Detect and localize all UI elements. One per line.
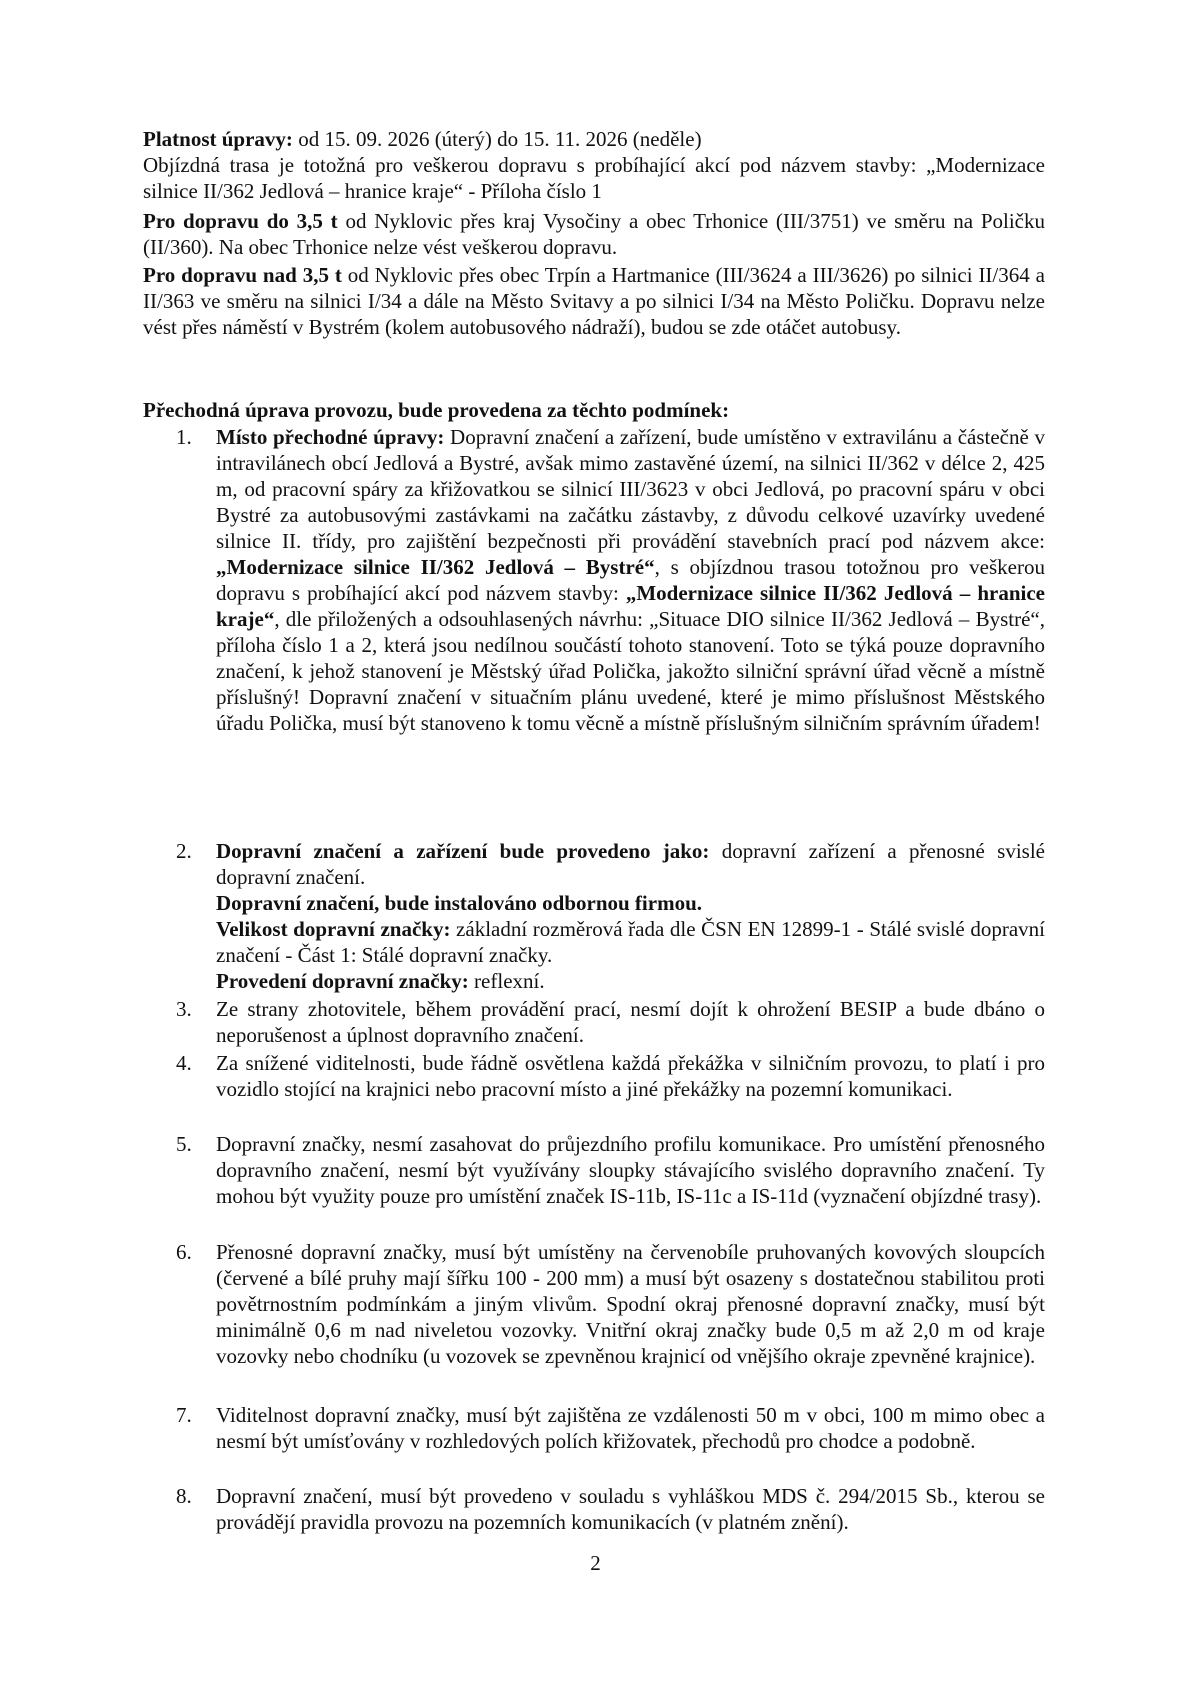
conditions-heading-text: Přechodná úprava provozu, bude provedena za těchto podmínek: bbox=[143, 398, 730, 422]
sign-size-text: základní rozměrová řada dle ČSN EN 12899-1 - Stálé svislé dopravní značení - Část 1: Stálé dopravní značky. bbox=[216, 917, 1045, 967]
list-item-number: 6. bbox=[176, 1240, 192, 1264]
sign-execution-text: reflexní. bbox=[468, 969, 545, 993]
sign-execution-label: Provedení dopravní značky: bbox=[216, 969, 469, 993]
list-item-number: 7. bbox=[176, 1403, 192, 1427]
list-item-number: 3. bbox=[176, 997, 192, 1021]
item-label: Dopravní značení a zařízení bude provedeno jako: bbox=[216, 839, 710, 863]
item-text: , s objízdnou trasou totožnou pro veškerou dopravu s probíhající akcí pod názvem stavby: bbox=[216, 555, 1045, 605]
item-text: dopravní zařízení a přenosné svislé dopravní značení. bbox=[216, 839, 1045, 889]
list-item-number: 5. bbox=[176, 1132, 192, 1156]
item-text: , dle přiložených a odsouhlasených návrhu: „Situace DIO silnice II/362 Jedlová – Bystré“, příloha číslo 1 a 2, která jsou nedílnou součástí tohoto stanovení. Toto se týká pouze dopravního značení, k jehož stanovení je Městský úřad Polička, jakožto silniční správní úřad věcně a místně příslušný! Dopravní značení v situačním plánu uvedené, které je mimo příslušnost Městského úřadu Polička, musí být stanoveno k tomu věcně a místně příslušným silničním správním úřadem! bbox=[216, 607, 1045, 735]
list-item-text: Dopravní značky, nesmí zasahovat do průjezdního profilu komunikace. Pro umístění přenosného dopravního značení, nesmí být využívány sloupky stávajícího svislého dopravního značení. Ty mohou být využity pouze pro umístění značek IS-11b, IS-11c a IS-11d (vyznačení objízdné trasy). bbox=[216, 1132, 1045, 1208]
validity-paragraph bbox=[143, 126, 1045, 152]
item-text: Dopravní značení a zařízení, bude umístěno v extravilánu a částečně v intravilánech obcí Jedlová a Bystré, avšak mimo zastavěné území, na silnici II/362 v délce 2, 425 m, od pracovní spáry za křižovatkou se silnicí III/3623 v obci Jedlová, po pracovní spáru v obci Bystré za autobusovými zastávkami na začátku zástavby, z důvodu celkové uzavírky uvedené silnice II. třídy, pro zajištění bezpečnosti při provádění stavebních prací pod názvem akce: bbox=[216, 425, 1045, 553]
heavy-traffic-paragraph bbox=[143, 262, 1045, 340]
light-traffic-text: od Nyklovic přes kraj Vysočiny a obec Trhonice (III/3751) ve směru na Poličku (II/360). Na obec Trhonice nelze vést veškerou dopravu. bbox=[143, 209, 1045, 259]
list-item-text bbox=[216, 838, 1045, 994]
list-item-text: Přenosné dopravní značky, musí být umístěny na červenobíle pruhovaných kovových sloupcích (červené a bílé pruhy mají šířku 100 - 200 mm) a musí být osazeny s dostatečnou stabilitou proti povětrnostním podmínkám a jiným vlivům. Spodní okraj přenosné dopravní značky, musí být minimálně 0,6 m nad niveletou vozovky. Vnitřní okraj značky bude 0,5 m až 2,0 m od kraje vozovky nebo chodníku (u vozovek se zpevněnou krajnicí od vnějšího okraje zpevněné krajnice). bbox=[216, 1240, 1045, 1368]
detour-text: Objízdná trasa je totožná pro veškerou dopravu s probíhající akcí pod názvem stavby: „Modernizace silnice II/362 Jedlová – hranice kraje“ - Příloha číslo 1 bbox=[143, 153, 1045, 203]
validity-label: Platnost úpravy: bbox=[143, 127, 293, 151]
item-installation-note: Dopravní značení, bude instalováno odbornou firmou. bbox=[216, 891, 702, 915]
light-traffic-paragraph bbox=[143, 208, 1045, 260]
sign-size-label: Velikost dopravní značky: bbox=[216, 917, 451, 941]
list-item-number: 4. bbox=[176, 1051, 192, 1075]
item-bold-title: „Modernizace silnice II/362 Jedlová – Bystré“ bbox=[216, 555, 655, 579]
light-traffic-label: Pro dopravu do 3,5 t bbox=[143, 209, 338, 233]
list-item-number: 2. bbox=[176, 839, 192, 863]
list-item-text: Ze strany zhotovitele, během provádění prací, nesmí dojít k ohrožení BESIP a bude dbáno o neporušenost a úplnost dopravního značení. bbox=[216, 997, 1045, 1047]
list-item-text: Za snížené viditelnosti, bude řádně osvětlena každá překážka v silničním provozu, to platí i pro vozidlo stojící na krajnici nebo pracovní místo a jiné překážky na pozemní komunikaci. bbox=[216, 1051, 1045, 1101]
conditions-heading bbox=[143, 397, 1045, 423]
page-number: 2 bbox=[590, 1551, 601, 1575]
list-item-text: Dopravní značení, musí být provedeno v souladu s vyhláškou MDS č. 294/2015 Sb., kterou se provádějí pravidla provozu na pozemních komunikacích (v platném znění). bbox=[216, 1484, 1045, 1534]
item-label: Místo přechodné úpravy: bbox=[216, 425, 445, 449]
list-item-text: Viditelnost dopravní značky, musí být zajištěna ze vzdálenosti 50 m v obci, 100 m mimo obec a nesmí být umísťovány v rozhledových polích křižovatek, přechodů pro chodce a podobně. bbox=[216, 1403, 1045, 1453]
item-bold-title: „Modernizace silnice II/362 Jedlová – hranice kraje“ bbox=[216, 581, 1045, 631]
heavy-traffic-text: od Nyklovic přes obec Trpín a Hartmanice (III/3624 a III/3626) po silnici II/364 a II/363 ve směru na silnici I/34 a dále na Město Svitavy a po silnici I/34 na Město Poličku. Dopravu nelze vést přes náměstí v Bystrém (kolem autobusového nádraží), budou se zde otáčet autobusy. bbox=[143, 263, 1045, 339]
list-item-number: 8. bbox=[176, 1484, 192, 1508]
validity-text: od 15. 09. 2026 (úterý) do 15. 11. 2026 (neděle) bbox=[292, 127, 702, 151]
detour-paragraph bbox=[143, 152, 1045, 204]
heavy-traffic-label: Pro dopravu nad 3,5 t bbox=[143, 263, 342, 287]
list-item-number: 1. bbox=[176, 425, 192, 449]
list-item-text bbox=[216, 424, 1045, 736]
